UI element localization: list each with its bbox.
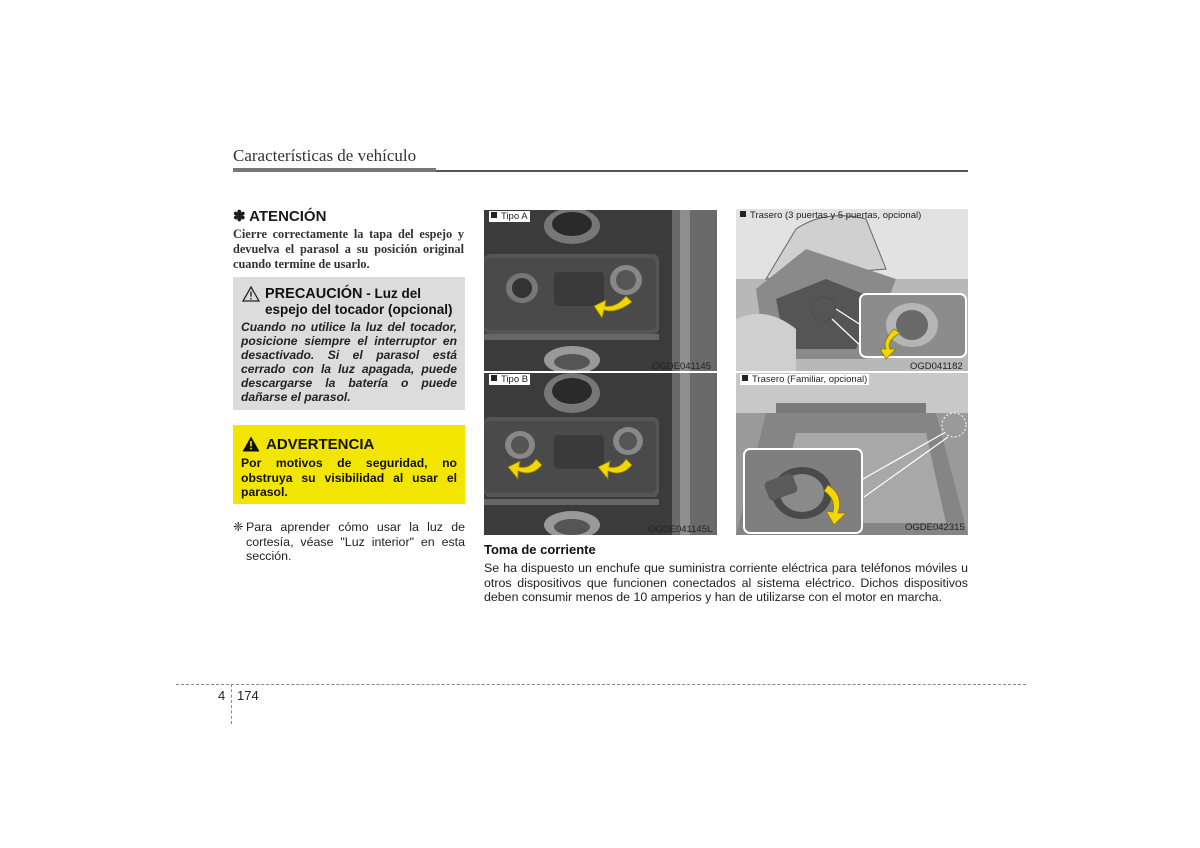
caution-title	[265, 286, 461, 318]
figure-trasero-puertas	[736, 209, 968, 371]
trunk-photo-image	[736, 209, 968, 371]
figure-tipo-a-code: OGDE041145	[652, 361, 711, 372]
figure-tipo-a	[484, 210, 717, 371]
warning-box	[233, 425, 465, 504]
trunk-photo-image	[736, 373, 968, 535]
caution-body: Cuando no utilice la luz del tocador, posicione siempre el interruptor en desactivado. Si el parasol está cerrado con la luz apagada, puede descargarse la batería o puede dañarse el parasol.	[241, 320, 457, 404]
figure-trasero-puertas-code: OGD041182	[910, 361, 963, 372]
console-photo-image	[484, 373, 717, 535]
header-rule	[233, 168, 436, 172]
caution-box	[233, 277, 465, 410]
warning-title: ADVERTENCIA	[266, 436, 375, 453]
page-header-title: Características de vehículo	[233, 146, 417, 165]
square-bullet-icon	[740, 211, 746, 217]
footer-rule	[176, 684, 1026, 685]
caution-title-bold: PRECAUCIÓN	[265, 286, 363, 302]
figure-label-text: Tipo B	[501, 374, 529, 385]
page-number: 174	[237, 688, 259, 703]
page-section-number: 4	[218, 688, 226, 703]
figure-label-text: Trasero (Familiar, opcional)	[752, 374, 868, 385]
figure-tipo-a-label	[489, 211, 530, 222]
caution-title-rest: - Luz del espejo del tocador (opcional)	[265, 286, 453, 317]
caution-triangle-icon	[242, 286, 260, 302]
figure-trasero-puertas-label	[740, 210, 921, 221]
attention-body: Cierre correctamente la tapa del espejo y devuelva el parasol a su posición original cuando termine de usarlo.	[233, 227, 464, 271]
figure-label-text: Trasero (3 puertas y 5 puertas, opcional)	[750, 210, 922, 221]
square-bullet-icon	[491, 212, 497, 218]
footer-divider	[231, 684, 232, 724]
note-text: Para aprender cómo usar la luz de cortesía, véase "Luz interior" en esta sección.	[246, 520, 465, 563]
figure-tipo-b	[484, 373, 717, 535]
socket-heading: Toma de corriente	[484, 542, 596, 557]
socket-body: Se ha dispuesto un enchufe que suministra corriente eléctrica para teléfonos móviles u otros dispositivos que funcionen conectados al sistema eléctrico. Dichos dispositivos deben consumir menos de 10 amperios y han de utilizarse con el motor en marcha.	[484, 561, 968, 604]
figure-tipo-b-label	[489, 374, 530, 385]
console-photo-image	[484, 210, 717, 371]
warning-body: Por motivos de seguridad, no obstruya su visibilidad al usar el parasol.	[241, 456, 457, 499]
square-bullet-icon	[742, 375, 748, 381]
figure-trasero-familiar-label	[740, 374, 869, 385]
note-mark: ❈	[233, 520, 244, 534]
warning-triangle-icon	[242, 436, 260, 452]
note	[233, 520, 465, 564]
figure-label-text: Tipo A	[501, 211, 528, 222]
figure-trasero-familiar-code: OGDE042315	[905, 522, 965, 533]
square-bullet-icon	[491, 375, 497, 381]
figure-tipo-b-code: OGDE041145L	[648, 524, 713, 535]
header-rule-line	[436, 170, 968, 172]
figure-trasero-familiar	[736, 373, 968, 535]
attention-heading: ✽ ATENCIÓN	[233, 208, 327, 225]
